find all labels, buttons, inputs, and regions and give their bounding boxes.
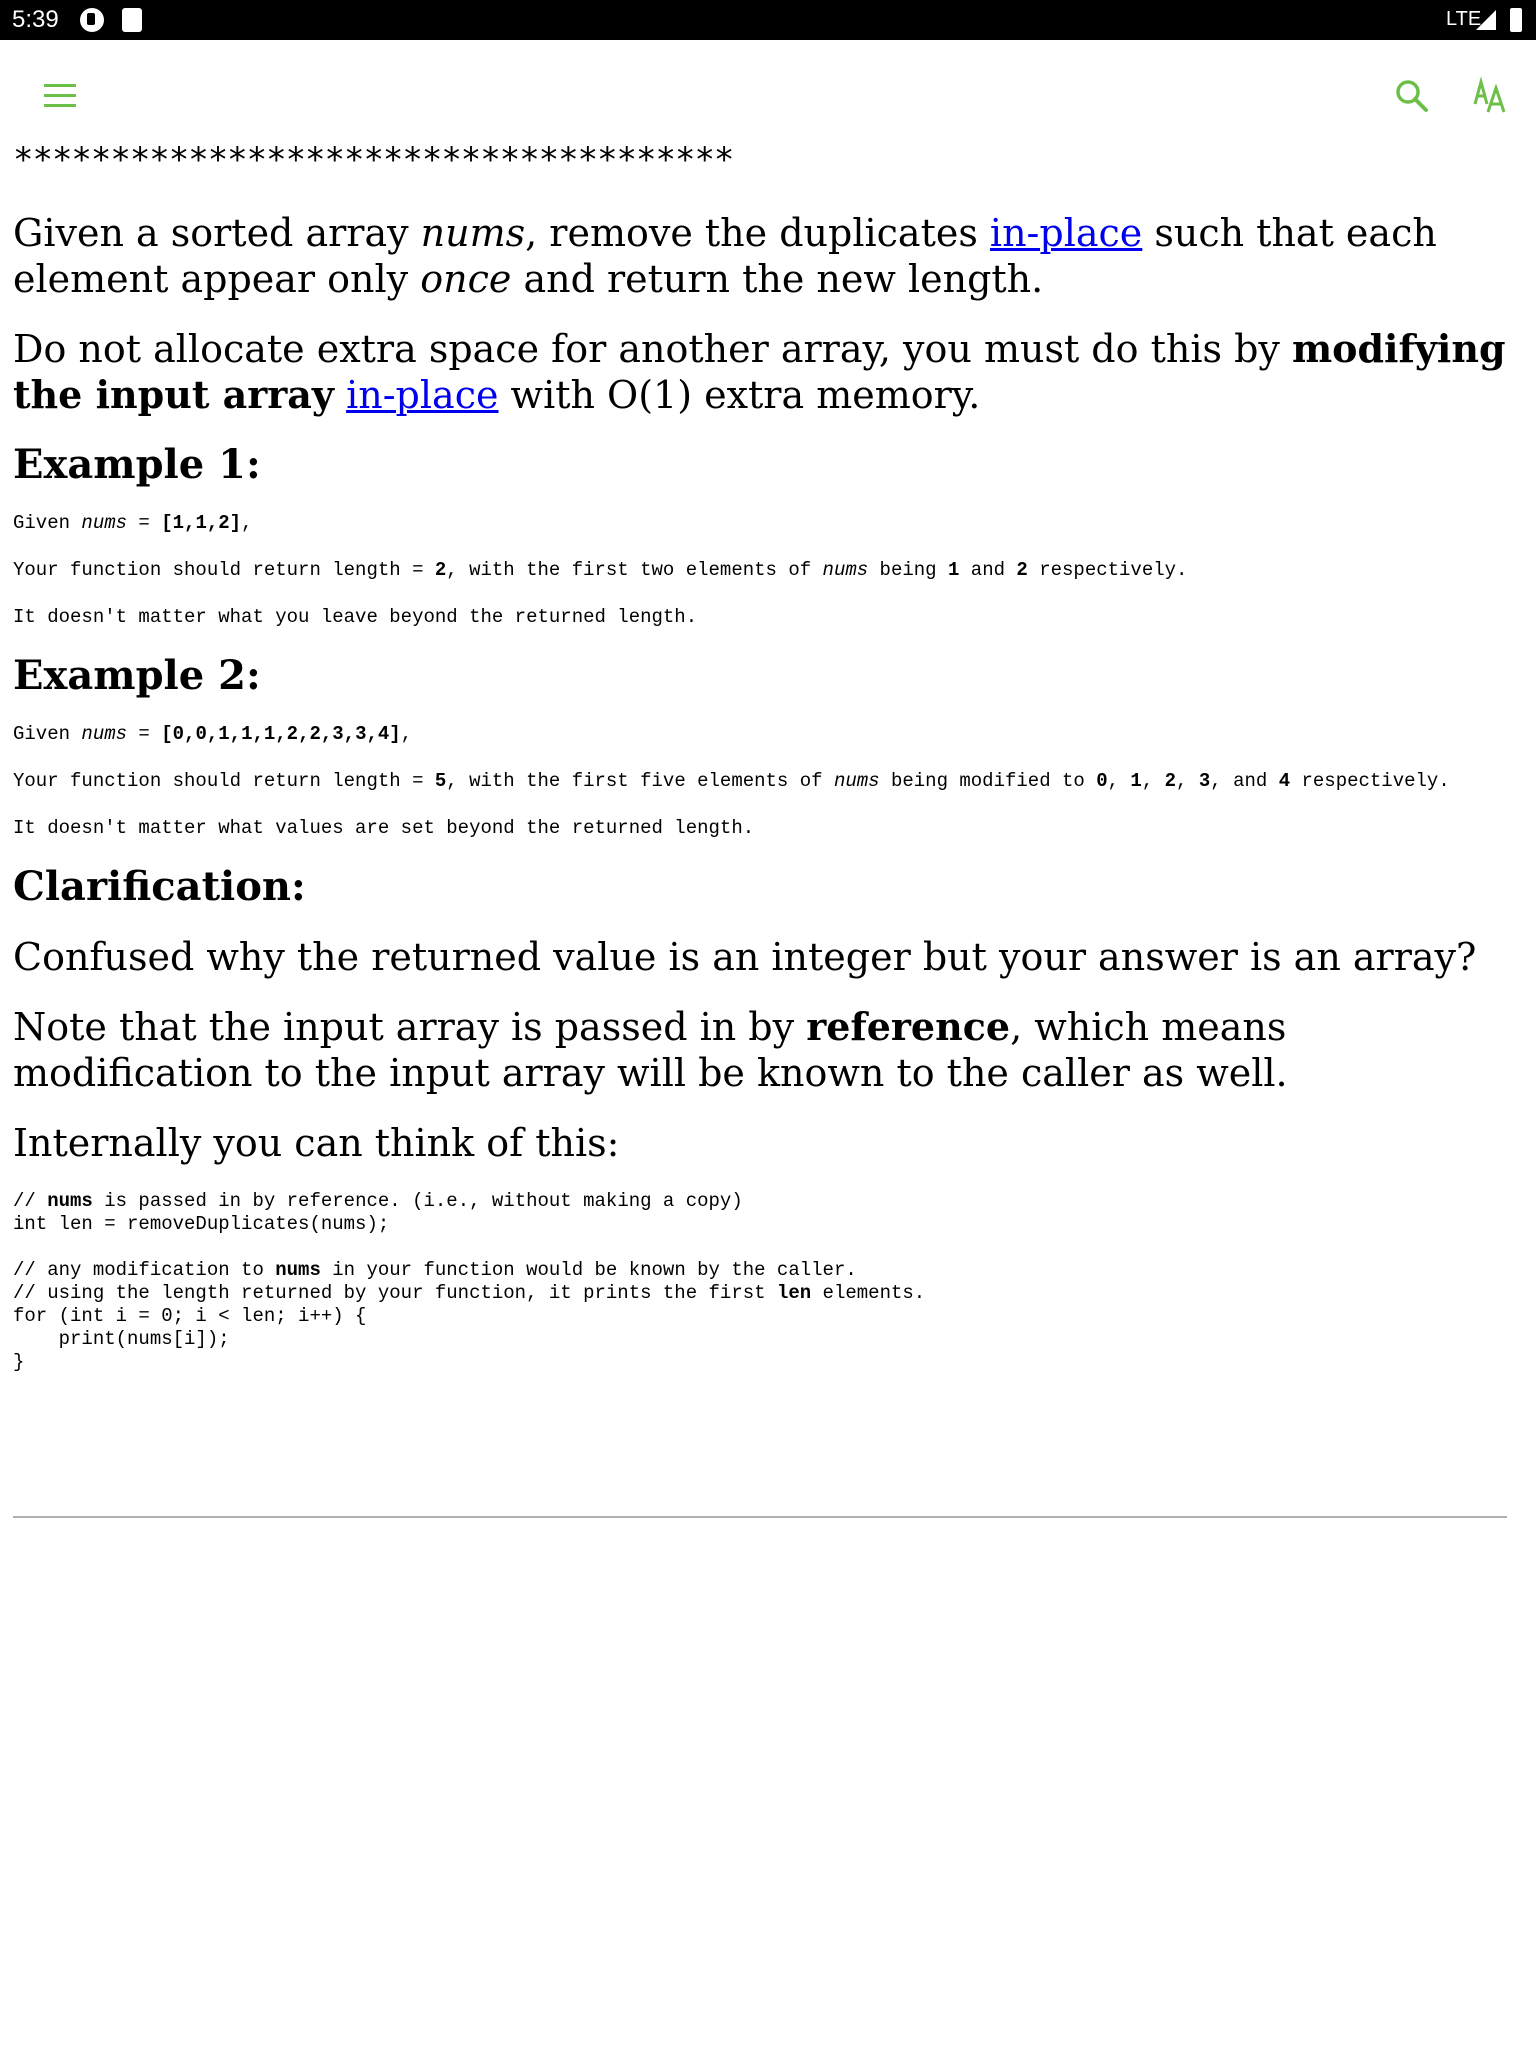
text: being [868,559,948,581]
app-bar [0,40,1536,144]
status-bar [0,0,1536,40]
var-nums: nums [420,211,526,255]
var-nums: nums [81,723,128,745]
text: , and [1210,770,1279,792]
example-2-line-1 [13,723,1523,745]
status-time: 5:39 [12,6,59,33]
text: and [959,559,1017,581]
value: 3 [1198,770,1211,792]
notification-circle-icon [80,8,104,32]
var-nums: nums [833,770,880,792]
sd-card-icon [122,8,142,32]
battery-icon [1510,8,1522,32]
text: , with the first two elements of [446,559,823,581]
code-text: is passed in by reference. (i.e., without making a copy) [92,1190,743,1212]
text: respectively. [1027,559,1188,581]
value: 0 [1096,770,1108,792]
bold-text: reference [806,1004,1011,1049]
value: 2 [1016,559,1028,581]
menu-icon[interactable] [44,84,76,108]
constraint-paragraph [13,326,1523,418]
text: , [241,512,253,534]
text: , remove the duplicates [525,211,990,255]
length-value: 5 [434,770,447,792]
text: Given [13,512,82,534]
code-bold: nums [47,1190,93,1212]
var-nums: nums [822,559,869,581]
text: , [1141,770,1165,792]
text: and return the new length. [511,257,1044,301]
in-place-link[interactable]: in-place [989,211,1143,255]
code-text: print(nums[i]); [13,1328,230,1350]
code-text: // any modification to [13,1259,276,1281]
code-bold: nums [275,1259,321,1281]
text: Note that the input array is passed in by [13,1005,807,1049]
code-block [13,1190,1523,1374]
code-text: } [13,1351,25,1373]
clarification-heading: Clarification: [13,863,306,910]
clarification-internal: Internally you can think of this: [13,1121,620,1165]
text: , [1176,770,1199,792]
example-2-line-3: It doesn't matter what values are set beyond the returned length. [13,817,755,839]
code-text: // [13,1190,48,1212]
code-text: int len = removeDuplicates(nums); [13,1213,390,1235]
text [334,373,346,417]
example-1-heading: Example 1: [13,441,261,488]
text: with O(1) extra memory. [498,373,981,417]
value: 2 [1164,770,1177,792]
code-text: in your function would be known by the caller. [320,1259,857,1281]
array-value: [0,0,1,1,1,2,2,3,3,4] [161,723,401,745]
in-place-link-2[interactable]: in-place [346,373,499,417]
problem-statement [13,210,1523,302]
clarification-note [13,1004,1523,1096]
article-content [13,140,1523,1374]
text: , [1107,770,1131,792]
clarification-question: Confused why the returned value is an integer but your answer is an array? [13,935,1477,979]
text: , which means modification to the input array will be known to the caller as well. [13,1005,1288,1095]
code-text: elements. [811,1282,926,1304]
separator-stars: ************************************* [13,140,734,180]
text: being modified to [879,770,1097,792]
example-1-line-2 [13,559,1523,581]
network-type: LTE [1446,8,1482,30]
text: , with the first five elements of [446,770,834,792]
bold-text: modifying the input array [13,326,1506,417]
example-1-line-3: It doesn't matter what you leave beyond the returned length. [13,606,698,628]
value: 4 [1278,770,1291,792]
code-text: // using the length returned by your function, it prints the first [13,1282,777,1304]
length-value: 2 [434,559,447,581]
text: respectively. [1290,770,1450,792]
text: , [400,723,413,745]
text: Given a sorted array [13,211,421,255]
text: Do not allocate extra space for another array, you must do this by [13,327,1292,371]
value: 1 [947,559,960,581]
search-icon[interactable] [1392,76,1432,116]
example-2-line-2 [13,770,1523,792]
value: 1 [1130,770,1142,792]
emphasis-once: once [420,257,512,301]
text: Your function should return length = [13,559,435,581]
text: = [127,723,162,745]
code-text: for (int i = 0; i < len; i++) { [13,1305,367,1327]
code-bold: len [776,1282,812,1304]
text: = [127,512,162,534]
example-1-line-1 [13,512,1523,534]
text: Given [13,723,82,745]
var-nums: nums [81,512,128,534]
text-size-icon[interactable] [1472,76,1512,116]
content-divider [13,1516,1507,1518]
example-2-heading: Example 2: [13,652,261,699]
text: such that each element appear only [13,211,1437,301]
signal-icon [1476,10,1496,30]
array-value: [1,1,2] [161,512,242,534]
text: Your function should return length = [13,770,435,792]
